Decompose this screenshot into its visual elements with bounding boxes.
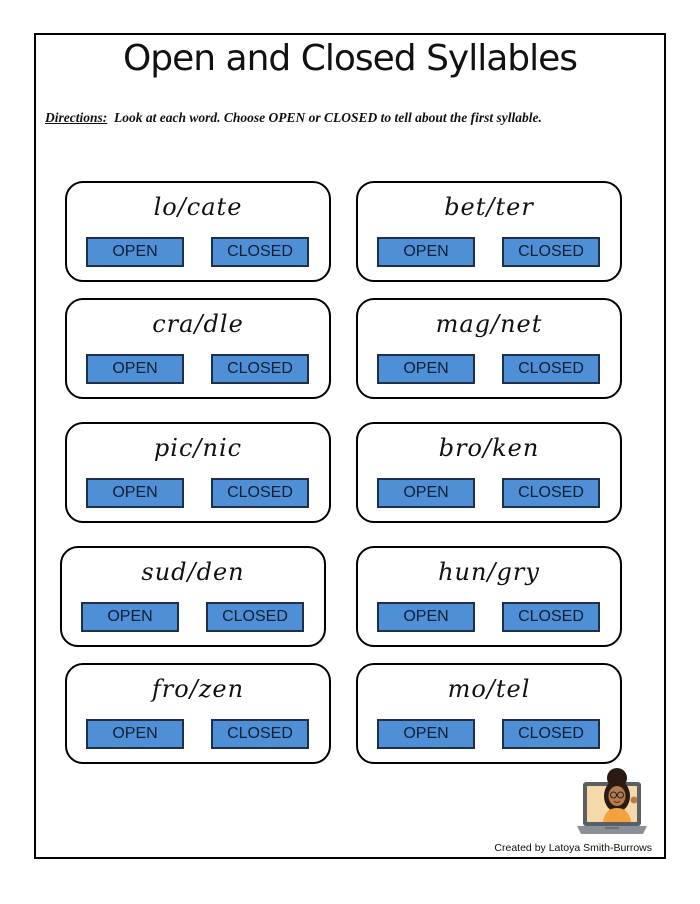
open-button[interactable]: OPEN — [377, 354, 475, 384]
directions-text: Look at each word. Choose OPEN or CLOSED to tell about the first syllable. — [114, 110, 542, 125]
open-button[interactable]: OPEN — [81, 602, 179, 632]
word: fro/zen — [151, 675, 245, 703]
closed-button[interactable]: CLOSED — [206, 602, 304, 632]
open-button[interactable]: OPEN — [377, 602, 475, 632]
closed-button[interactable]: CLOSED — [211, 354, 309, 384]
word: bro/ken — [438, 434, 540, 462]
closed-button[interactable]: CLOSED — [502, 354, 600, 384]
open-button[interactable]: OPEN — [86, 719, 184, 749]
closed-button[interactable]: CLOSED — [502, 478, 600, 508]
closed-button[interactable]: CLOSED — [211, 478, 309, 508]
word: pic/nic — [153, 434, 243, 462]
word: mo/tel — [447, 675, 531, 703]
closed-button[interactable]: CLOSED — [211, 719, 309, 749]
word: lo/cate — [153, 193, 243, 221]
word: sud/den — [141, 558, 245, 586]
closed-button[interactable]: CLOSED — [502, 719, 600, 749]
closed-button[interactable]: CLOSED — [502, 237, 600, 267]
closed-button[interactable]: CLOSED — [502, 602, 600, 632]
directions-lead: Directions: — [45, 110, 108, 125]
word-card — [65, 181, 331, 282]
word: bet/ter — [444, 193, 534, 221]
page-title: Open and Closed Syllables — [122, 38, 578, 79]
closed-button[interactable]: CLOSED — [211, 237, 309, 267]
word-card — [65, 298, 331, 399]
open-button[interactable]: OPEN — [377, 478, 475, 508]
word: cra/dle — [152, 310, 244, 338]
open-button[interactable]: OPEN — [377, 719, 475, 749]
open-button[interactable]: OPEN — [86, 354, 184, 384]
word-card — [356, 546, 622, 647]
word-card — [65, 663, 331, 764]
avatar-laptop-icon — [577, 764, 647, 836]
open-button[interactable]: OPEN — [86, 478, 184, 508]
word-card — [356, 181, 622, 282]
word-card — [65, 422, 331, 523]
credit-text: Created by Latoya Smith-Burrows — [494, 842, 652, 854]
word-card — [60, 546, 326, 647]
word: hun/gry — [438, 558, 540, 586]
word-card — [356, 422, 622, 523]
directions — [45, 107, 625, 129]
open-button[interactable]: OPEN — [377, 237, 475, 267]
word-card — [356, 663, 622, 764]
word: mag/net — [435, 310, 543, 338]
open-button[interactable]: OPEN — [86, 237, 184, 267]
word-card — [356, 298, 622, 399]
